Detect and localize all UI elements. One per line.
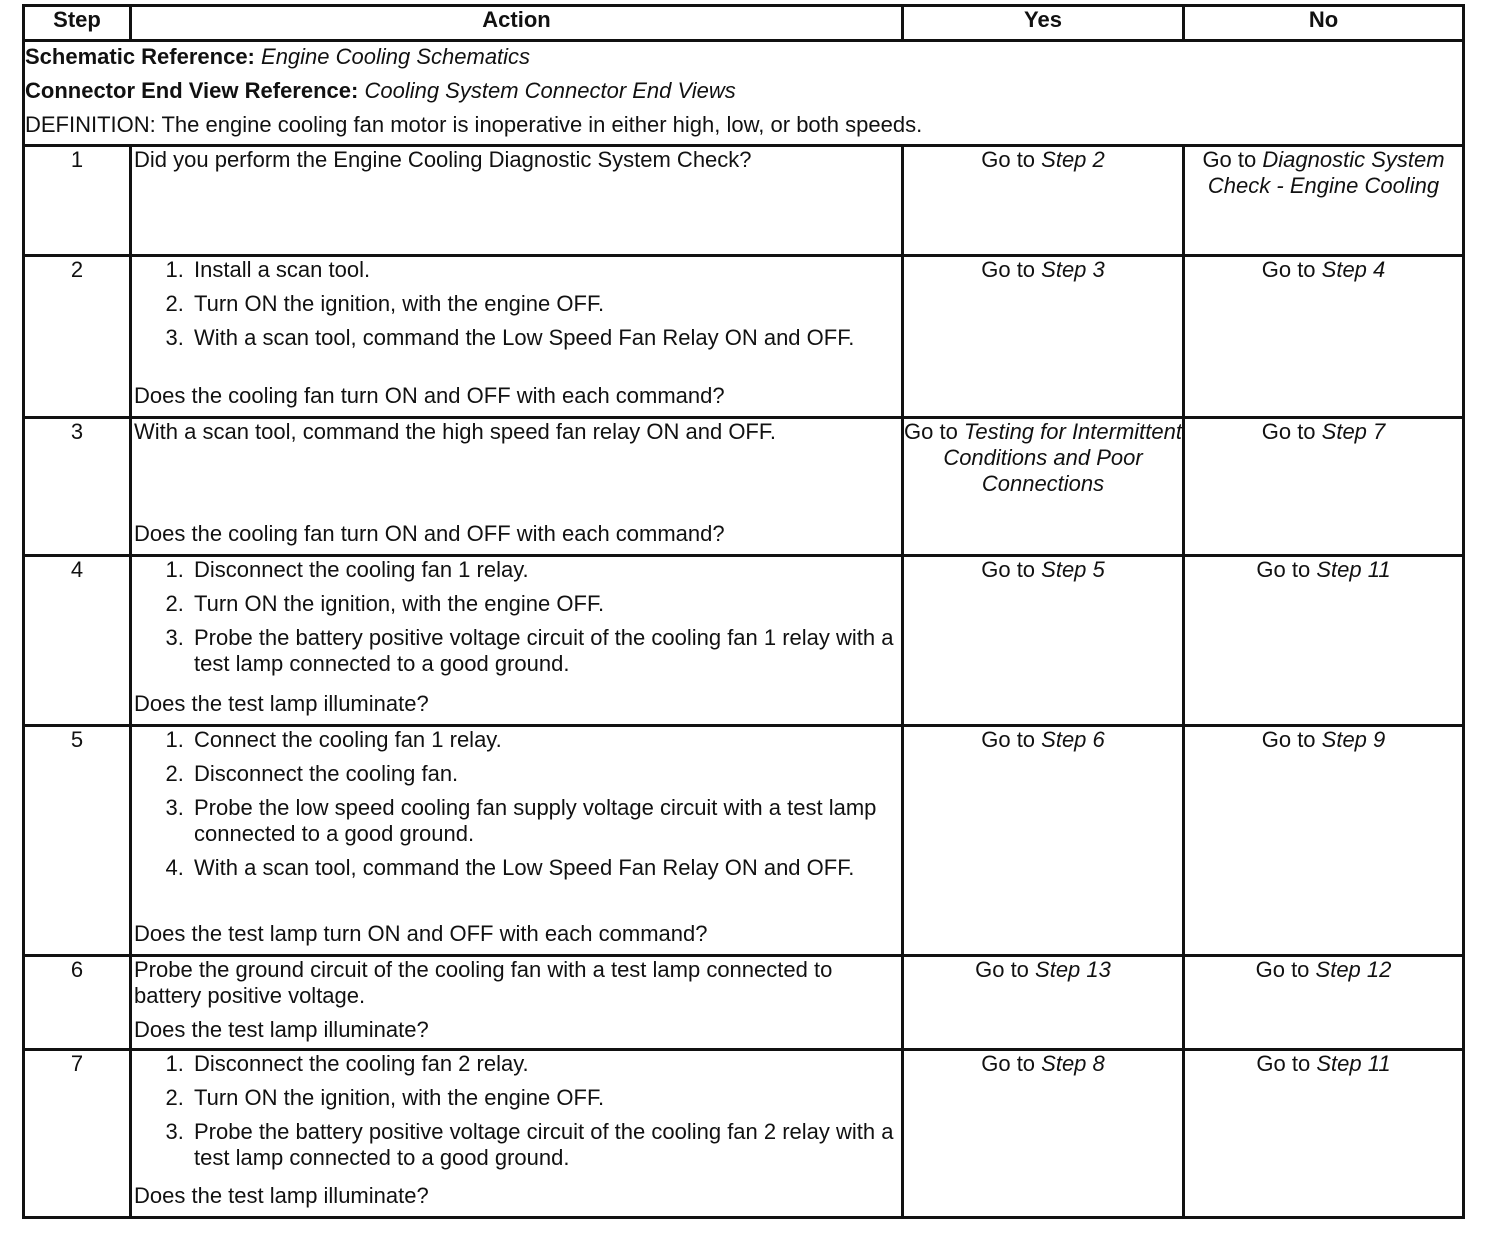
header-yes: Yes xyxy=(903,6,1184,41)
action-step-item: 3. With a scan tool, command the Low Speed Fan Relay ON and OFF. xyxy=(190,325,901,351)
action-steps-list xyxy=(132,727,901,881)
yes-cell xyxy=(903,556,1184,726)
action-cell xyxy=(131,556,903,726)
step-row xyxy=(24,146,1464,256)
action-step-item: 1. Install a scan tool. xyxy=(190,257,901,283)
step-number: 5 xyxy=(24,726,131,956)
yes-go-to-label: Go to xyxy=(981,557,1042,582)
action-question: Does the cooling fan turn ON and OFF with each command? xyxy=(134,521,725,546)
no-cell xyxy=(1184,146,1464,256)
step-number: 4 xyxy=(24,556,131,726)
action-steps-list xyxy=(132,557,901,677)
action-cell xyxy=(131,1050,903,1218)
yes-cell xyxy=(903,1050,1184,1218)
header-step: Step xyxy=(24,6,131,41)
yes-go-to-label: Go to xyxy=(981,727,1042,752)
yes-target-link[interactable]: Testing for Intermittent Conditions and Poor Connections xyxy=(943,419,1182,496)
no-target-link[interactable]: Step 7 xyxy=(1321,419,1386,444)
yes-go-to-label: Go to xyxy=(904,419,964,444)
yes-cell xyxy=(903,146,1184,256)
yes-cell xyxy=(903,956,1184,1050)
header-row xyxy=(24,6,1464,41)
step-row xyxy=(24,418,1464,556)
yes-go-to-label: Go to xyxy=(981,257,1042,282)
action-question: Does the test lamp illuminate? xyxy=(134,1183,429,1208)
action-cell xyxy=(131,956,903,1050)
no-cell xyxy=(1184,726,1464,956)
action-step-item: 1. Disconnect the cooling fan 1 relay. xyxy=(190,557,901,583)
connector-reference xyxy=(25,76,1462,110)
step-row xyxy=(24,726,1464,956)
step-number: 2 xyxy=(24,256,131,418)
no-target-link[interactable]: Step 4 xyxy=(1321,257,1386,282)
yes-go-to-label: Go to xyxy=(975,957,1036,982)
step-number: 1 xyxy=(24,146,131,256)
action-text: Did you perform the Engine Cooling Diagnostic System Check? xyxy=(134,147,752,172)
yes-target-link[interactable]: Step 6 xyxy=(1041,727,1105,752)
yes-target-link[interactable]: Step 13 xyxy=(1035,957,1111,982)
action-step-item: 2. Turn ON the ignition, with the engine OFF. xyxy=(190,591,901,617)
yes-target-link[interactable]: Step 5 xyxy=(1041,557,1105,582)
action-step-item: 3. Probe the low speed cooling fan supply voltage circuit with a test lamp connected to a good ground. xyxy=(190,795,901,847)
connector-reference-link[interactable]: Cooling System Connector End Views xyxy=(364,78,736,103)
action-cell xyxy=(131,256,903,418)
schematic-reference-link[interactable]: Engine Cooling Schematics xyxy=(261,44,531,69)
header-no: No xyxy=(1184,6,1464,41)
reference-row xyxy=(24,41,1464,146)
no-go-to-label: Go to xyxy=(1261,419,1322,444)
step-number: 3 xyxy=(24,418,131,556)
yes-go-to-label: Go to xyxy=(981,1051,1042,1076)
action-cell xyxy=(131,418,903,556)
yes-cell xyxy=(903,726,1184,956)
action-question: Does the cooling fan turn ON and OFF with each command? xyxy=(134,383,725,408)
step-row xyxy=(24,956,1464,1050)
yes-target-link[interactable]: Step 2 xyxy=(1041,147,1105,172)
action-cell xyxy=(131,146,903,256)
schematic-reference xyxy=(25,42,1462,76)
step-row xyxy=(24,556,1464,726)
action-question: Does the test lamp illuminate? xyxy=(134,691,429,716)
no-target-link[interactable]: Diagnostic System Check - Engine Cooling xyxy=(1207,147,1445,198)
no-go-to-label: Go to xyxy=(1256,557,1317,582)
connector-reference-label: Connector End View Reference: xyxy=(25,78,359,103)
action-question: Does the test lamp turn ON and OFF with each command? xyxy=(134,921,708,946)
definition: DEFINITION: The engine cooling fan motor is inoperative in either high, low, or both speeds. xyxy=(25,112,923,137)
action-cell xyxy=(131,726,903,956)
no-target-link[interactable]: Step 11 xyxy=(1316,1051,1391,1076)
reference-cell xyxy=(24,41,1464,146)
no-target-link[interactable]: Step 11 xyxy=(1316,557,1391,582)
no-target-link[interactable]: Step 9 xyxy=(1321,727,1386,752)
no-go-to-label: Go to xyxy=(1255,957,1316,982)
action-step-item: 3. Probe the battery positive voltage circuit of the cooling fan 1 relay with a test lamp connected to a good ground. xyxy=(190,625,901,677)
action-step-item: 3. Probe the battery positive voltage circuit of the cooling fan 2 relay with a test lamp connected to a good ground. xyxy=(190,1119,901,1171)
action-question: Does the test lamp illuminate? xyxy=(134,1017,429,1042)
step-row xyxy=(24,1050,1464,1218)
no-cell xyxy=(1184,956,1464,1050)
action-steps-list xyxy=(132,257,901,351)
no-go-to-label: Go to xyxy=(1261,257,1322,282)
no-cell xyxy=(1184,256,1464,418)
action-steps-list xyxy=(132,1051,901,1171)
action-step-item: 2. Disconnect the cooling fan. xyxy=(190,761,901,787)
yes-cell xyxy=(903,256,1184,418)
no-go-to-label: Go to xyxy=(1256,1051,1317,1076)
yes-go-to-label: Go to xyxy=(981,147,1042,172)
no-cell xyxy=(1184,418,1464,556)
no-target-link[interactable]: Step 12 xyxy=(1315,957,1392,982)
header-action: Action xyxy=(131,6,903,41)
step-number: 7 xyxy=(24,1050,131,1218)
action-step-item: 1. Disconnect the cooling fan 2 relay. xyxy=(190,1051,901,1077)
action-step-item: 2. Turn ON the ignition, with the engine OFF. xyxy=(190,291,901,317)
no-go-to-label: Go to xyxy=(1202,147,1263,172)
yes-target-link[interactable]: Step 8 xyxy=(1041,1051,1105,1076)
yes-cell xyxy=(903,418,1184,556)
no-cell xyxy=(1184,1050,1464,1218)
action-step-item: 1. Connect the cooling fan 1 relay. xyxy=(190,727,901,753)
no-cell xyxy=(1184,556,1464,726)
step-number: 6 xyxy=(24,956,131,1050)
action-text: Probe the ground circuit of the cooling fan with a test lamp connected to battery positive voltage. xyxy=(134,957,833,1008)
step-row xyxy=(24,256,1464,418)
no-go-to-label: Go to xyxy=(1261,727,1322,752)
diagnostic-table xyxy=(22,4,1465,1219)
action-step-item: 4. With a scan tool, command the Low Speed Fan Relay ON and OFF. xyxy=(190,855,901,881)
action-text: With a scan tool, command the high speed fan relay ON and OFF. xyxy=(134,419,776,444)
schematic-reference-label: Schematic Reference: xyxy=(25,44,255,69)
action-step-item: 2. Turn ON the ignition, with the engine OFF. xyxy=(190,1085,901,1111)
yes-target-link[interactable]: Step 3 xyxy=(1041,257,1105,282)
steps-body xyxy=(24,146,1464,1218)
